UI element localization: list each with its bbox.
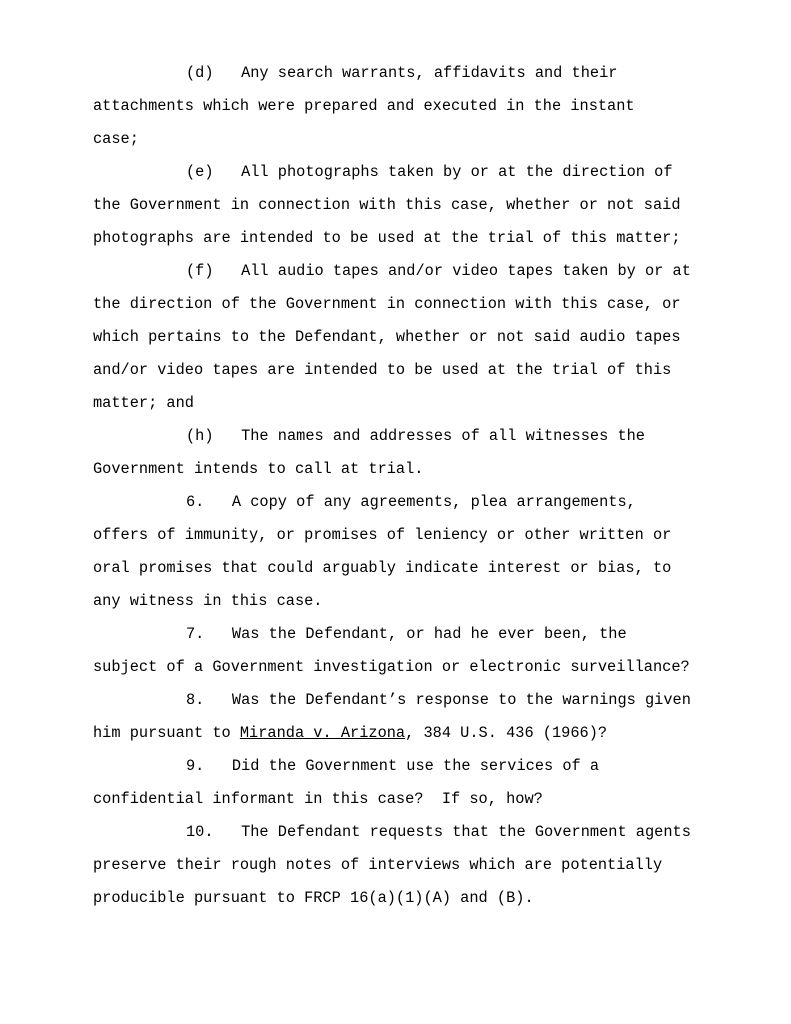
paragraph-line: confidential informant in this case? If so, how? [93, 790, 543, 808]
citation-suffix: , 384 U.S. 436 (1966)? [405, 724, 608, 742]
paragraph-line: (d) Any search warrants, affidavits and their [186, 64, 618, 82]
paragraph-line: which pertains to the Defendant, whether or not said audio tapes [93, 328, 681, 346]
paragraph-line: matter; and [93, 394, 194, 412]
paragraph-line: case; [93, 130, 139, 148]
paragraph-line: (f) All audio tapes and/or video tapes taken by or at [186, 262, 691, 280]
paragraph-line: any witness in this case. [93, 592, 323, 610]
paragraph-line: attachments which were prepared and executed in the instant [93, 97, 635, 115]
paragraph-h [93, 420, 713, 486]
paragraph-7 [93, 618, 713, 684]
paragraph-line: 9. Did the Government use the services of a [186, 757, 600, 775]
paragraph-line: the Government in connection with this case, whether or not said [93, 196, 681, 214]
paragraph-line: offers of immunity, or promises of leniency or other written or [93, 526, 672, 544]
paragraph-line: the direction of the Government in connection with this case, or [93, 295, 681, 313]
paragraph-line: preserve their rough notes of interviews which are potentially [93, 856, 663, 874]
paragraph-line: 7. Was the Defendant, or had he ever been, the [186, 625, 627, 643]
paragraph-d [93, 57, 713, 156]
paragraph-9 [93, 750, 713, 816]
citation-prefix: him pursuant to [93, 724, 240, 742]
case-name-citation: Miranda v. Arizona [239, 724, 406, 742]
paragraph-line: 6. A copy of any agreements, plea arrangements, [186, 493, 636, 511]
paragraph-line: photographs are intended to be used at the trial of this matter; [93, 229, 681, 247]
paragraph-line: producible pursuant to FRCP 16(a)(1)(A) and (B). [93, 889, 534, 907]
paragraph-line: (h) The names and addresses of all witnesses the [186, 427, 645, 445]
paragraph-line: (e) All photographs taken by or at the direction of [186, 163, 673, 181]
paragraph-line: oral promises that could arguably indicate interest or bias, to [93, 559, 672, 577]
paragraph-e [93, 156, 713, 255]
paragraph-line: Government intends to call at trial. [93, 460, 424, 478]
paragraph-line: and/or video tapes are intended to be used at the trial of this [93, 361, 672, 379]
paragraph-f [93, 255, 713, 420]
paragraph-8 [93, 684, 713, 750]
document-body [93, 57, 713, 915]
paragraph-line-citation [93, 717, 713, 750]
paragraph-10 [93, 816, 713, 915]
paragraph-line: 8. Was the Defendant’s response to the warnings given [186, 691, 691, 709]
paragraph-6 [93, 486, 713, 618]
paragraph-line: 10. The Defendant requests that the Government agents [186, 823, 691, 841]
paragraph-line: subject of a Government investigation or electronic surveillance? [93, 658, 690, 676]
